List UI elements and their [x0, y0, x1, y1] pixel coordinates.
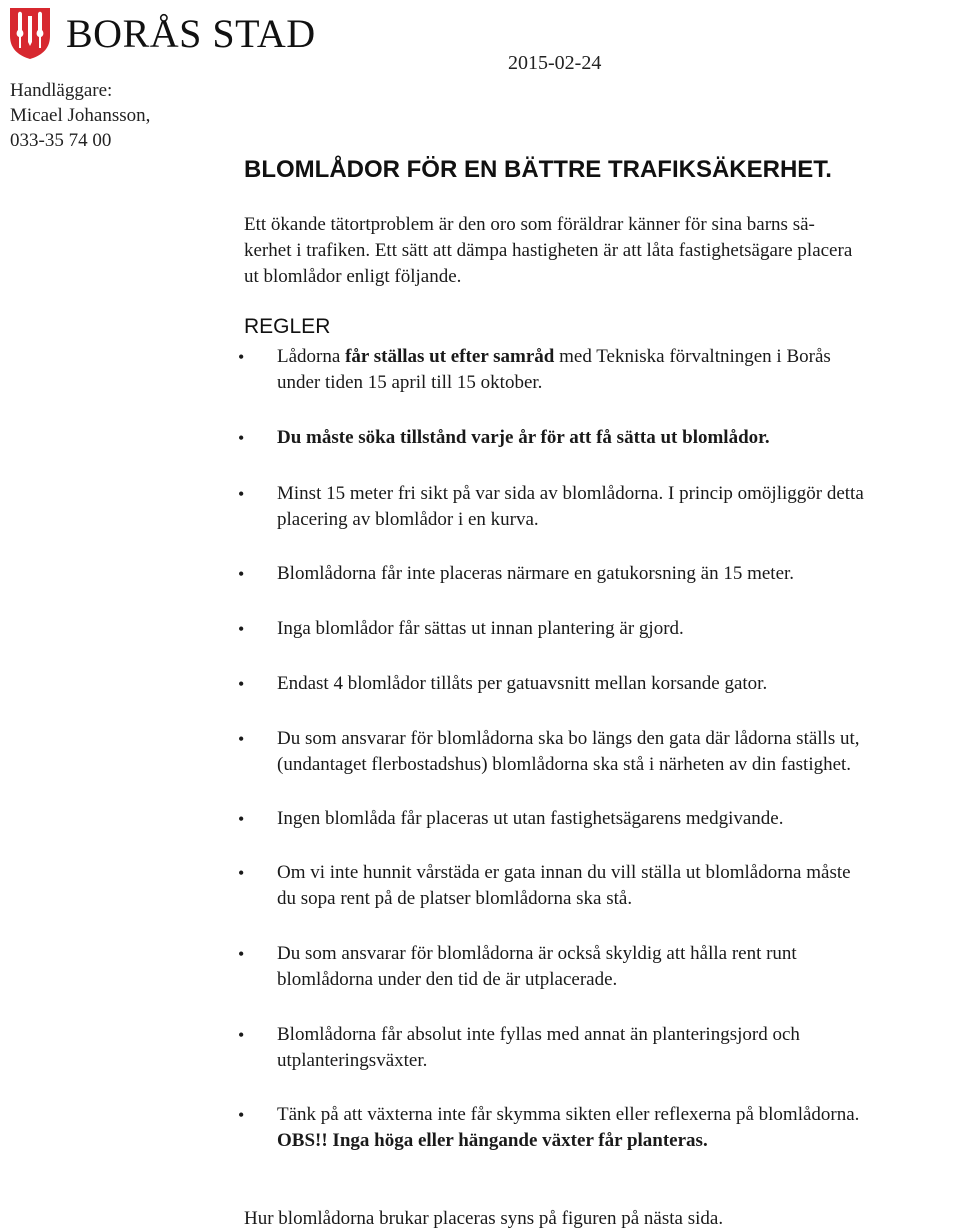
bullet-icon: • [238, 674, 245, 694]
rule-5: Inga blomlådor får sättas ut innan plantering är gjord. [277, 618, 684, 639]
logo-text: BORÅS STAD [66, 11, 316, 56]
intro-line: ut blomlådor enligt följande. [244, 266, 462, 287]
footer-note: Hur blomlådorna brukar placeras syns på figuren på nästa sida. [244, 1208, 724, 1229]
rule-2: Du måste söka tillstånd varje år för att få sätta ut blomlådor. [277, 427, 770, 448]
bullet-icon: • [238, 428, 245, 448]
rule-6: Endast 4 blomlådor tillåts per gatuavsnitt mellan korsande gator. [277, 673, 768, 694]
bullet-icon: • [238, 809, 245, 829]
rules-heading: REGLER [244, 315, 331, 338]
rule-12 [277, 1102, 960, 1154]
rule-9 [277, 860, 960, 912]
bullet-icon: • [238, 863, 245, 883]
intro-line: kerhet i trafiken. Ett sätt att dämpa hastigheten är att låta fastighetsägare placera [244, 240, 853, 261]
rule-8: Ingen blomlåda får placeras ut utan fastighetsägarens medgivande. [277, 808, 784, 829]
bullet-icon: • [238, 347, 245, 367]
bullet-icon: • [238, 1105, 245, 1125]
bullet-icon: • [238, 619, 245, 639]
rule-text: du sopa rent på de platser blomlådorna ska stå. [277, 888, 633, 909]
rule-text: utplanteringsväxter. [277, 1050, 428, 1071]
rule-text: med Tekniska förvaltningen i Borås [554, 346, 831, 367]
rule-text: Du som ansvarar för blomlådorna ska bo längs den gata där lådorna ställs ut, [277, 728, 860, 749]
rule-text: placering av blomlådor i en kurva. [277, 509, 539, 530]
rule-text: Tänk på att växterna inte får skymma sikten eller reflexerna på blomlådorna. [277, 1104, 860, 1125]
rule-1 [277, 344, 960, 396]
bullet-icon: • [238, 564, 245, 584]
rule-text: Minst 15 meter fri sikt på var sida av blomlådorna. I princip omöjliggör detta [277, 483, 864, 504]
bullet-icon: • [238, 944, 245, 964]
rule-3 [277, 481, 960, 533]
rule-emphasis: !! Inga höga eller hängande växter får planteras. [315, 1130, 708, 1151]
document-date: 2015-02-24 [508, 52, 602, 74]
bullet-icon: • [238, 1025, 245, 1045]
obs-label: OBS [277, 1130, 316, 1151]
bullet-icon: • [238, 729, 245, 749]
coat-of-arms-icon [8, 6, 52, 60]
rule-10 [277, 941, 960, 993]
handler-name: Micael Johansson, [10, 105, 151, 126]
handler-phone: 033-35 74 00 [10, 130, 112, 151]
rule-emphasis: får ställas ut efter samråd [345, 346, 555, 367]
rule-11 [277, 1022, 960, 1074]
rule-4: Blomlådorna får inte placeras närmare en gatukorsning än 15 meter. [277, 563, 795, 584]
handler-label: Handläggare: [10, 80, 113, 101]
rule-text: Du som ansvarar för blomlådorna är också skyldig att hålla rent runt [277, 943, 797, 964]
rule-7 [277, 726, 960, 778]
rule-text: Om vi inte hunnit vårstäda er gata innan du vill ställa ut blomlådorna måste [277, 862, 851, 883]
intro-paragraph [244, 212, 954, 290]
handler-block [10, 78, 150, 153]
rule-text: (undantaget flerbostadshus) blomlådorna ska stå i närheten av din fastighet. [277, 754, 852, 775]
rule-text: Blomlådorna får absolut inte fyllas med annat än planteringsjord och [277, 1024, 800, 1045]
document-title: BLOMLÅDOR FÖR EN BÄTTRE TRAFIKSÄKERHET. [244, 156, 832, 183]
rule-text: blomlådorna under den tid de är utplacerade. [277, 969, 618, 990]
city-logo [8, 6, 316, 60]
bullet-icon: • [238, 484, 245, 504]
rule-text: under tiden 15 april till 15 oktober. [277, 372, 543, 393]
rule-text: Lådorna [277, 346, 346, 367]
intro-line: Ett ökande tätortproblem är den oro som föräldrar känner för sina barns sä- [244, 214, 815, 235]
